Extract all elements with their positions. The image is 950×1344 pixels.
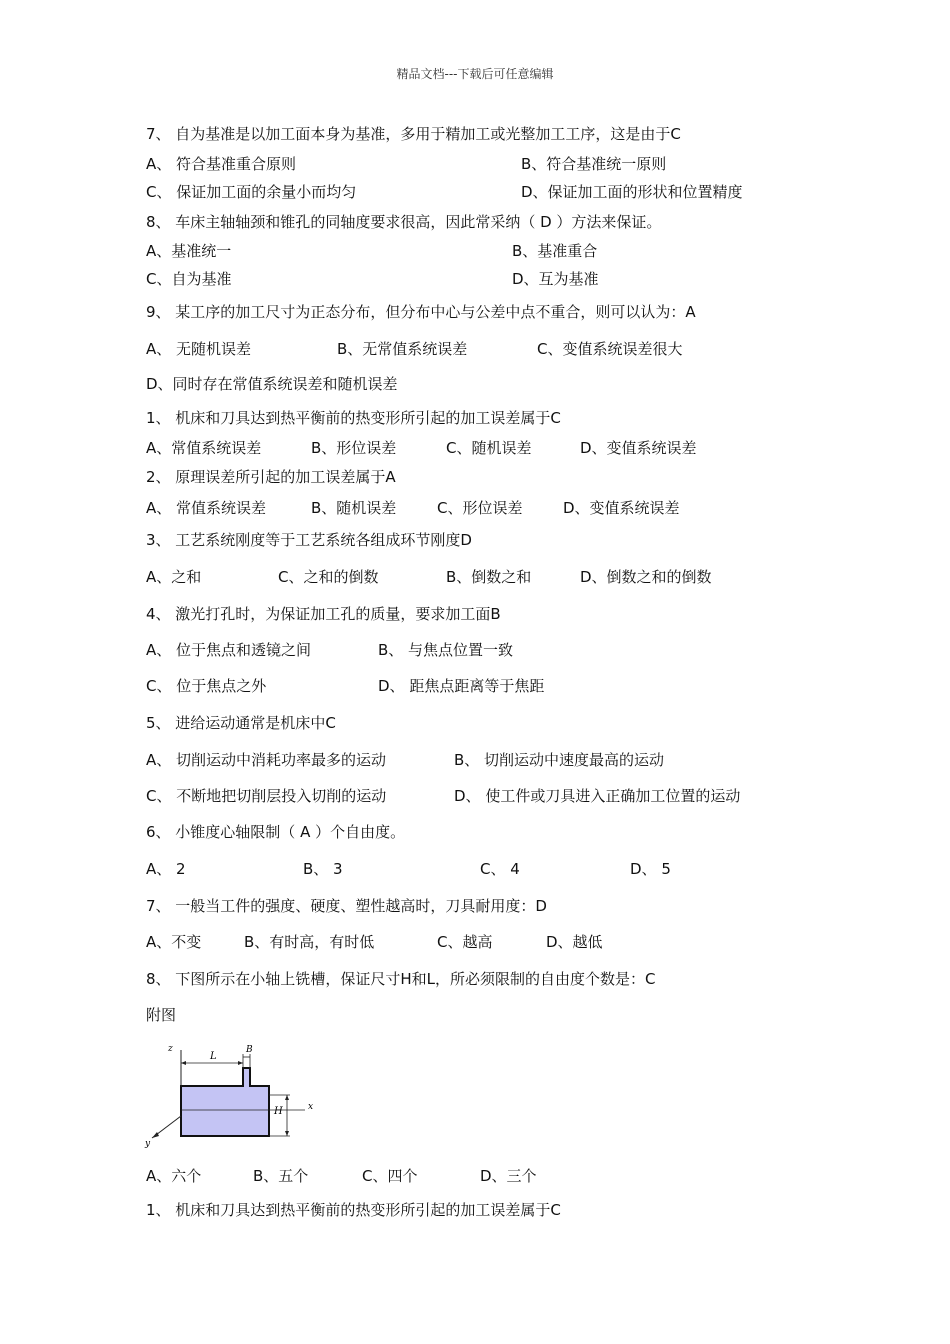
question-4-option-b: B、 与焦点位置一致 xyxy=(378,641,514,659)
question-3-option-a: A、之和 xyxy=(146,568,202,586)
question-4-stem: 4、 激光打孔时，为保证加工孔的质量，要求加工面B xyxy=(146,605,501,623)
question-3-stem: 3、 工艺系统刚度等于工艺系统各组成环节刚度D xyxy=(146,531,472,549)
question-7b-option-b: B、有时高，有时低 xyxy=(244,933,375,951)
y-axis-label: y xyxy=(145,1139,151,1149)
question-6-option-c: C、 4 xyxy=(480,860,520,878)
question-1-option-c: C、随机误差 xyxy=(446,439,532,457)
question-8-option-a: A、基准统一 xyxy=(146,242,232,260)
question-6-stem: 6、 小锥度心轴限制（ A ）个自由度。 xyxy=(146,823,406,841)
question-2-option-b: B、随机误差 xyxy=(311,499,397,517)
question-8-option-c: C、自为基准 xyxy=(146,270,232,288)
question-1-option-d: D、变值系统误差 xyxy=(580,439,697,457)
question-7b-option-c: C、越高 xyxy=(437,933,493,951)
question-5-option-c: C、 不断地把切削层投入切削的运动 xyxy=(146,787,387,805)
question-8b-option-a: A、六个 xyxy=(146,1167,202,1185)
question-8-option-d: D、互为基准 xyxy=(512,270,599,288)
question-1b-stem: 1、 机床和刀具达到热平衡前的热变形所引起的加工误差属于C xyxy=(146,1201,561,1219)
x-axis-label: x xyxy=(308,1102,314,1112)
h-dimension-label: H xyxy=(274,1106,283,1117)
question-3-option-d: D、倒数之和的倒数 xyxy=(580,568,712,586)
question-7b-option-a: A、不变 xyxy=(146,933,202,951)
question-7-option-b: B、符合基准统一原则 xyxy=(521,155,667,173)
z-axis-label: z xyxy=(168,1044,173,1054)
question-9-option-b: B、无常值系统误差 xyxy=(337,340,468,358)
question-2-stem: 2、 原理误差所引起的加工误差属于A xyxy=(146,468,396,486)
question-2-option-c: C、形位误差 xyxy=(437,499,523,517)
question-6-option-a: A、 2 xyxy=(146,860,186,878)
l-dimension-label: L xyxy=(210,1051,217,1062)
question-8-option-b: B、基准重合 xyxy=(512,242,598,260)
question-8b-option-b: B、五个 xyxy=(253,1167,309,1185)
question-1-option-a: A、常值系统误差 xyxy=(146,439,262,457)
question-1-stem: 1、 机床和刀具达到热平衡前的热变形所引起的加工误差属于C xyxy=(146,409,561,427)
question-1-option-b: B、形位误差 xyxy=(311,439,397,457)
question-5-option-b: B、 切削运动中速度最高的运动 xyxy=(454,751,665,769)
question-9-option-d: D、同时存在常值系统误差和随机误差 xyxy=(146,375,398,393)
question-8b-option-d: D、三个 xyxy=(480,1167,537,1185)
question-8-stem: 8、 车床主轴轴颈和锥孔的同轴度要求很高，因此常采纳（ D ）方法来保证。 xyxy=(146,213,662,231)
figure-label: 附图 xyxy=(146,1006,177,1024)
question-8b-option-c: C、四个 xyxy=(362,1167,418,1185)
question-9-option-a: A、 无随机误差 xyxy=(146,340,252,358)
question-4-option-c: C、 位于焦点之外 xyxy=(146,677,267,695)
question-3-option-b: B、倒数之和 xyxy=(446,568,532,586)
question-4-option-a: A、 位于焦点和透镜之间 xyxy=(146,641,312,659)
question-4-option-d: D、 距焦点距离等于焦距 xyxy=(378,677,545,695)
question-9-stem: 9、 某工序的加工尺寸为正态分布，但分布中心与公差中点不重合，则可以认为：A xyxy=(146,303,696,321)
question-2-option-a: A、 常值系统误差 xyxy=(146,499,267,517)
question-9-option-c: C、变值系统误差很大 xyxy=(537,340,683,358)
question-8b-stem: 8、 下图所示在小轴上铣槽，保证尺寸H和L，所必须限制的自由度个数是：C xyxy=(146,970,656,988)
question-5-option-d: D、 使工件或刀具进入正确加工位置的运动 xyxy=(454,787,741,805)
question-2-option-d: D、变值系统误差 xyxy=(563,499,680,517)
question-7-option-a: A、 符合基准重合原则 xyxy=(146,155,297,173)
question-6-option-b: B、 3 xyxy=(303,860,343,878)
question-7b-option-d: D、越低 xyxy=(546,933,603,951)
b-dimension-label: B xyxy=(246,1045,253,1055)
question-3-option-c: C、之和的倒数 xyxy=(278,568,379,586)
question-5-stem: 5、 进给运动通常是机床中C xyxy=(146,714,336,732)
page-header: 精品文档---下载后可任意编辑 xyxy=(396,67,554,81)
question-7-stem: 7、 自为基准是以加工面本身为基准，多用于精加工或光整加工工序，这是由于C xyxy=(146,125,681,143)
workpiece-body xyxy=(181,1068,269,1136)
question-7-option-c: C、 保证加工面的余量小而均匀 xyxy=(146,183,357,201)
question-7b-stem: 7、 一般当工件的强度、硬度、塑性越高时，刀具耐用度：D xyxy=(146,897,547,915)
question-5-option-a: A、 切削运动中消耗功率最多的运动 xyxy=(146,751,387,769)
shaft-slot-diagram xyxy=(140,1036,320,1152)
question-6-option-d: D、 5 xyxy=(630,860,671,878)
question-7-option-d: D、保证加工面的形状和位置精度 xyxy=(521,183,743,201)
